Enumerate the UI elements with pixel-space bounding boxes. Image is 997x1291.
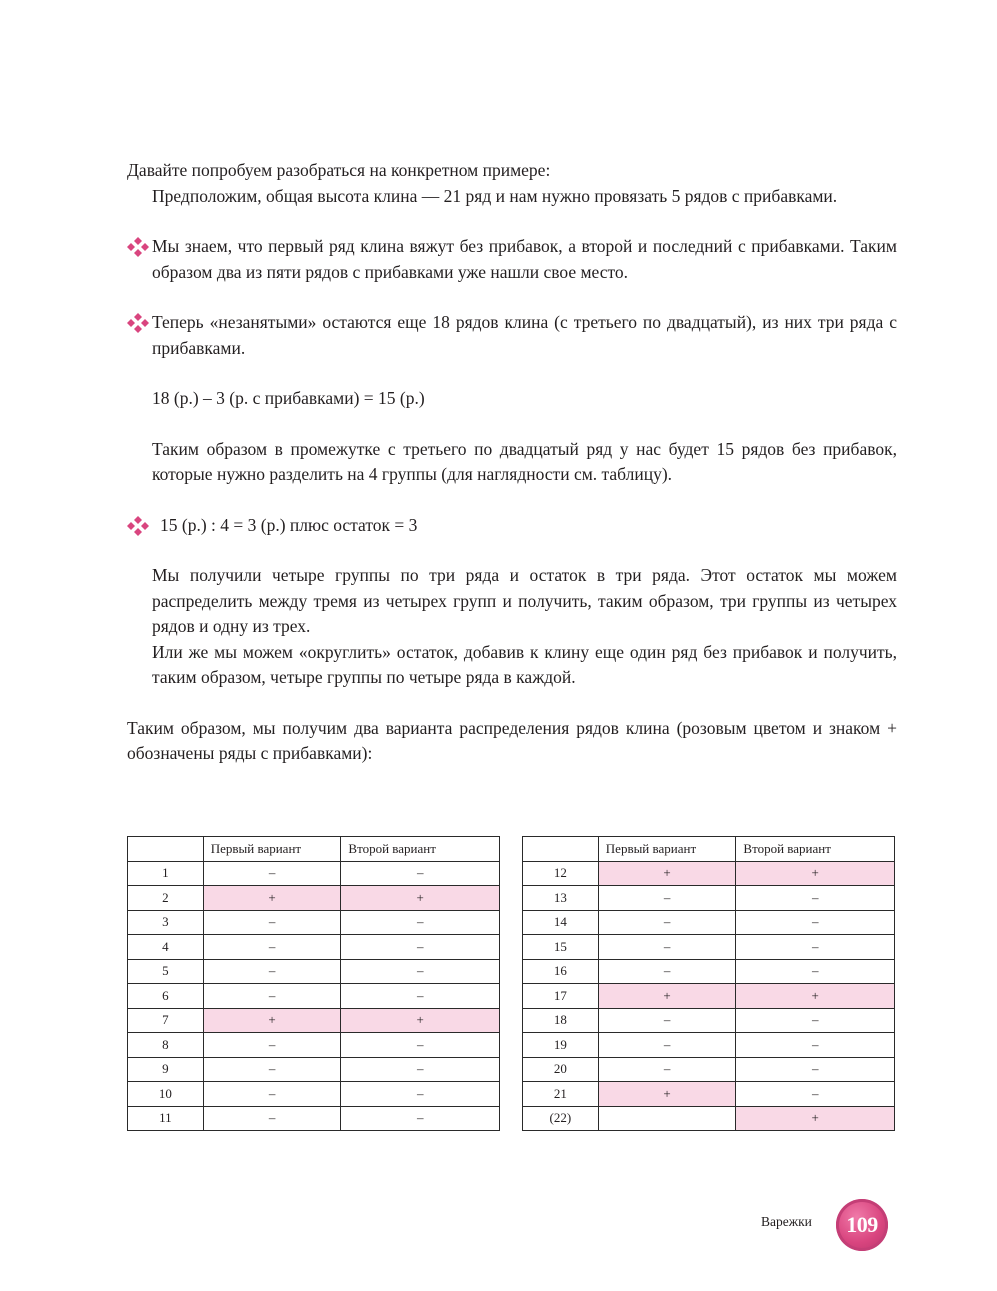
- table-row: [128, 1033, 500, 1058]
- variant-2-cell: +: [736, 984, 895, 1009]
- variant-2-cell: –: [341, 1033, 500, 1058]
- variant-1-cell: –: [598, 1008, 736, 1033]
- variant-1-cell: [598, 1106, 736, 1131]
- row-number-cell: 15: [523, 935, 599, 960]
- variant-2-cell: –: [736, 910, 895, 935]
- bullet-1-text: Мы знаем, что первый ряд клина вяжут без прибавок, а второй и последний с прибавками. Таким образом два из пяти рядов с прибавками уже нашли свое место.: [152, 236, 897, 282]
- table-row: [128, 1082, 500, 1107]
- intro-paragraph: Давайте попробуем разобраться на конкретном примере:: [127, 160, 551, 180]
- table-row: [523, 1057, 895, 1082]
- row-number-cell: 11: [128, 1106, 204, 1131]
- row-number-cell: 17: [523, 984, 599, 1009]
- row-number-cell: 21: [523, 1082, 599, 1107]
- variant-2-cell: –: [341, 861, 500, 886]
- variant-2-cell: –: [736, 935, 895, 960]
- row-number-cell: 5: [128, 959, 204, 984]
- variant-1-cell: –: [203, 910, 341, 935]
- table-row: [128, 959, 500, 984]
- variant-1-cell: –: [598, 1033, 736, 1058]
- variant-2-cell: –: [341, 1082, 500, 1107]
- variant-2-cell: +: [736, 1106, 895, 1131]
- explain-1-paragraph: Таким образом в промежутке с третьего по двадцатый ряд у нас будет 15 рядов без прибавок, которые нужно разделить на 4 группы (для наглядности см. таблицу).: [152, 438, 897, 484]
- bullet-item-2: [127, 310, 897, 361]
- table-row: [128, 910, 500, 935]
- variant-1-cell: –: [598, 935, 736, 960]
- table-row: [523, 861, 895, 886]
- variant-1-cell: –: [203, 935, 341, 960]
- variant-1-cell: –: [598, 910, 736, 935]
- row-number-cell: 13: [523, 886, 599, 911]
- bullet-2-text: Теперь «незанятыми» остаются еще 18 рядов клина (с третьего по двадцатый), из них три ряда с прибавками.: [152, 312, 897, 358]
- bullet-item-3: [127, 513, 897, 539]
- bullet-item-1: [127, 234, 897, 285]
- variant-1-cell: –: [203, 984, 341, 1009]
- variant-1-cell: –: [203, 1033, 341, 1058]
- variant-2-cell: –: [736, 1057, 895, 1082]
- body-text: [127, 158, 897, 767]
- row-number-cell: 4: [128, 935, 204, 960]
- variant-2-header: Второй вариант: [341, 837, 500, 862]
- row-number-cell: 14: [523, 910, 599, 935]
- table-row: [523, 1082, 895, 1107]
- table-row: [128, 935, 500, 960]
- row-number-cell: 20: [523, 1057, 599, 1082]
- variant-1-cell: +: [598, 984, 736, 1009]
- variant-1-cell: –: [203, 1106, 341, 1131]
- table-row: [128, 1008, 500, 1033]
- table-row: [523, 959, 895, 984]
- variant-1-cell: –: [203, 959, 341, 984]
- four-diamond-bullet-icon: [127, 516, 149, 536]
- suppose-paragraph: Предположим, общая высота клина — 21 ряд и нам нужно провязать 5 рядов с прибавками.: [152, 185, 838, 206]
- row-number-cell: 9: [128, 1057, 204, 1082]
- rows-table-left: [127, 836, 500, 1131]
- row-number-cell: 7: [128, 1008, 204, 1033]
- variant-2-cell: –: [341, 1057, 500, 1082]
- row-number-cell: 6: [128, 984, 204, 1009]
- variant-1-cell: –: [203, 1057, 341, 1082]
- explain-3-paragraph: Или же мы можем «округлить» остаток, добавив к клину еще один ряд без прибавок и получить, таким образом, четыре группы по четыре ряда в каждой.: [152, 641, 897, 687]
- formula-1: 18 (р.) – 3 (р. с прибавками) = 15 (р.): [152, 388, 425, 408]
- variant-1-cell: –: [203, 1082, 341, 1107]
- variant-1-header: Первый вариант: [203, 837, 341, 862]
- row-number-cell: (22): [523, 1106, 599, 1131]
- row-number-cell: 10: [128, 1082, 204, 1107]
- variant-2-cell: –: [341, 910, 500, 935]
- row-number-cell: 3: [128, 910, 204, 935]
- variant-1-header: Первый вариант: [598, 837, 736, 862]
- formula-2: 15 (р.) : 4 = 3 (р.) плюс остаток = 3: [160, 514, 418, 535]
- variant-1-cell: +: [598, 861, 736, 886]
- table-header-row: [523, 837, 895, 862]
- table-row: [128, 886, 500, 911]
- table-row: [523, 935, 895, 960]
- table-row: [523, 1106, 895, 1131]
- table-row: [523, 984, 895, 1009]
- row-number-cell: 1: [128, 861, 204, 886]
- variant-2-cell: +: [736, 861, 895, 886]
- section-title: Варежки: [761, 1214, 812, 1229]
- variant-2-cell: +: [341, 886, 500, 911]
- variant-2-cell: –: [736, 1033, 895, 1058]
- table-row: [523, 1033, 895, 1058]
- variant-2-cell: –: [341, 984, 500, 1009]
- variant-2-cell: –: [341, 1106, 500, 1131]
- variant-1-cell: –: [598, 959, 736, 984]
- row-number-header: [523, 837, 599, 862]
- rows-table-right: [522, 836, 895, 1131]
- row-number-header: [128, 837, 204, 862]
- conclusion-paragraph: Таким образом, мы получим два варианта распределения рядов клина (розовым цветом и знаком + обозначены ряды с прибавками):: [127, 717, 897, 763]
- table-row: [128, 984, 500, 1009]
- table-row: [523, 886, 895, 911]
- variant-2-header: Второй вариант: [736, 837, 895, 862]
- table-row: [523, 910, 895, 935]
- variant-1-cell: +: [203, 886, 341, 911]
- row-number-cell: 8: [128, 1033, 204, 1058]
- variant-2-cell: –: [341, 935, 500, 960]
- variant-2-cell: –: [736, 959, 895, 984]
- table-row: [128, 1106, 500, 1131]
- page-number-badge: [836, 1199, 888, 1251]
- table-row: [128, 1057, 500, 1082]
- four-diamond-bullet-icon: [127, 313, 149, 333]
- variant-1-cell: –: [598, 886, 736, 911]
- variant-1-cell: –: [203, 861, 341, 886]
- variant-2-cell: –: [341, 959, 500, 984]
- row-number-cell: 19: [523, 1033, 599, 1058]
- variant-2-cell: –: [736, 886, 895, 911]
- explain-2-paragraph: Мы получили четыре группы по три ряда и остаток в три ряда. Этот остаток мы можем распределить между тремя из четырех групп и получить, таким образом, три группы из четырех рядов и одну из трех.: [152, 565, 897, 636]
- four-diamond-bullet-icon: [127, 237, 149, 257]
- row-number-cell: 16: [523, 959, 599, 984]
- row-number-cell: 2: [128, 886, 204, 911]
- table-row: [523, 1008, 895, 1033]
- row-number-cell: 12: [523, 861, 599, 886]
- variant-1-cell: –: [598, 1057, 736, 1082]
- variant-2-cell: –: [736, 1082, 895, 1107]
- variant-1-cell: +: [598, 1082, 736, 1107]
- table-row: [128, 861, 500, 886]
- variant-1-cell: +: [203, 1008, 341, 1033]
- variant-2-cell: +: [341, 1008, 500, 1033]
- page-number: 109: [846, 1212, 878, 1237]
- row-number-cell: 18: [523, 1008, 599, 1033]
- table-header-row: [128, 837, 500, 862]
- variant-2-cell: –: [736, 1008, 895, 1033]
